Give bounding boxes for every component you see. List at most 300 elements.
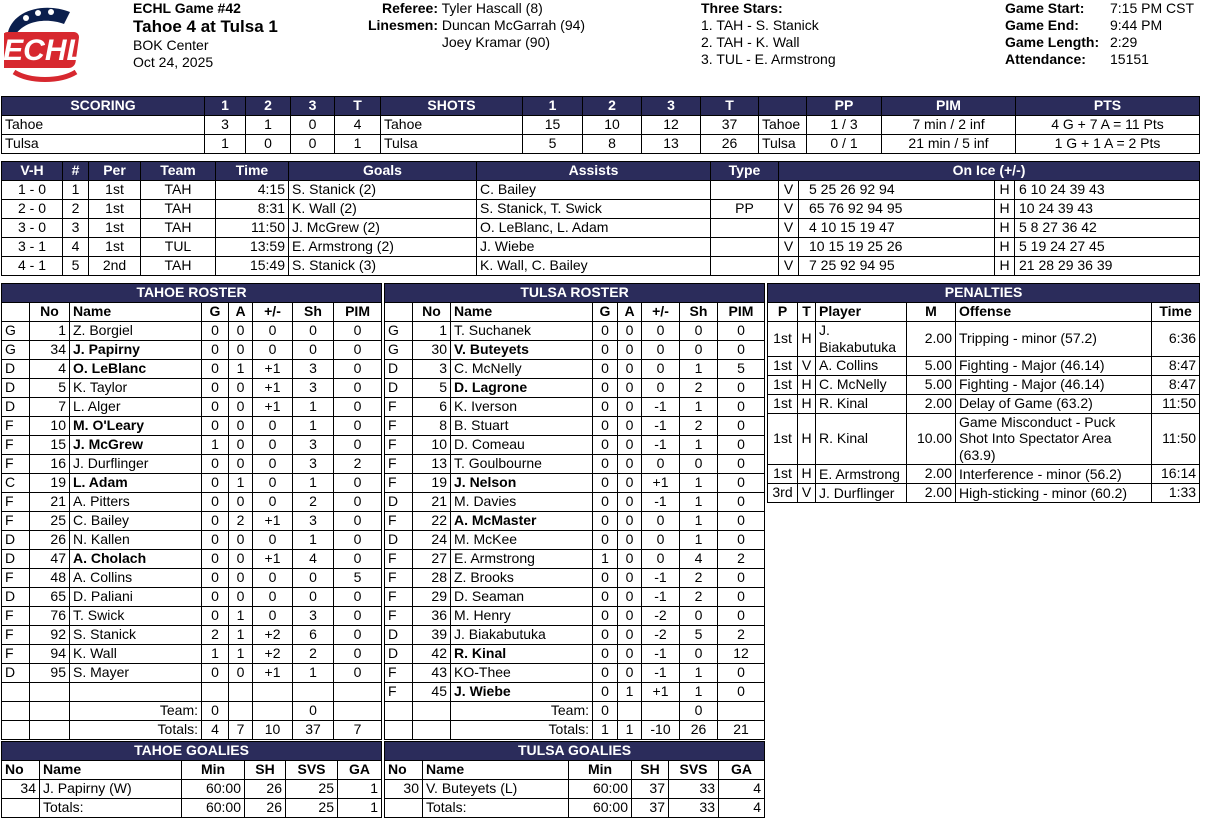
cell: 1 (205, 135, 246, 154)
start-time: 7:15 PM CST (1110, 0, 1195, 16)
player-position: F (385, 569, 413, 588)
penalty-minutes: 2.00 (907, 394, 956, 413)
goal-time: 15:49 (216, 257, 289, 276)
penalties-title: PENALTIES (768, 284, 1200, 303)
time-header: Time (216, 162, 289, 181)
player-position: F (385, 417, 413, 436)
roster-row (385, 588, 765, 607)
player-assists: 1 (229, 607, 253, 626)
scoring-header: SCORING (2, 97, 205, 116)
end-time: 9:44 PM (1110, 17, 1163, 33)
player-name: C. Bailey (70, 512, 202, 531)
player-plus-minus: -2 (642, 607, 680, 626)
player-pim: 0 (718, 588, 765, 607)
player-number: 13 (413, 455, 451, 474)
penalty-row (768, 483, 1200, 502)
visitor-marker: V (779, 200, 799, 219)
penalty-minutes: 2.00 (907, 483, 956, 502)
player-shots: 3 (293, 360, 334, 379)
penalty-offense: Fighting - Major (46.14) (956, 375, 1152, 394)
home-on-ice: 21 28 29 36 39 (1015, 257, 1200, 276)
player-shots: 3 (293, 379, 334, 398)
player-assists: 0 (229, 664, 253, 683)
team-name: Tulsa (381, 135, 523, 154)
tulsa-goalies-title: TULSA GOALIES (385, 742, 765, 761)
player-plus-minus: 0 (253, 607, 293, 626)
tahoe-roster-table (1, 283, 382, 740)
player-plus-minus: 0 (642, 341, 680, 360)
player-assists: 0 (229, 398, 253, 417)
penalty-time: 1:33 (1152, 483, 1200, 502)
star-2: 2. TAH - K. Wall (701, 34, 800, 50)
logo-text: ECHL (4, 34, 85, 67)
pos-header (2, 303, 30, 322)
player-plus-minus: -1 (642, 417, 680, 436)
home-on-ice: 5 19 24 27 45 (1015, 238, 1200, 257)
player-position: D (2, 588, 30, 607)
a-header: A (618, 303, 642, 322)
cell: 0 (291, 135, 335, 154)
time-header: Time (1152, 303, 1200, 322)
player-pim: 0 (334, 493, 382, 512)
penalty-period: 1st (768, 356, 798, 375)
player-plus-minus: +1 (642, 683, 680, 702)
totals-label: Totals: (423, 799, 569, 818)
penalty-row (768, 322, 1200, 357)
roster-row (2, 417, 382, 436)
team-g: 0 (593, 702, 618, 721)
team-name: Tahoe (759, 116, 807, 135)
player-shots: 1 (680, 531, 718, 550)
tahoe-goalies-title: TAHOE GOALIES (2, 742, 382, 761)
player-position: F (385, 512, 413, 531)
player-pim: 0 (334, 436, 382, 455)
player-goals: 0 (202, 512, 229, 531)
totals-a: 1 (618, 721, 642, 740)
player-name: K. Iverson (451, 398, 593, 417)
player-pim: 0 (718, 455, 765, 474)
goalie-row (385, 780, 765, 799)
shots-row-tulsa (381, 135, 759, 154)
player-assists: 0 (618, 569, 642, 588)
player-header: Player (816, 303, 907, 322)
player-pim: 0 (334, 645, 382, 664)
player-plus-minus: -1 (642, 664, 680, 683)
pim-header: PIM (334, 303, 382, 322)
player-goals: 0 (202, 588, 229, 607)
player-number (30, 683, 70, 702)
goalie-sh: 26 (245, 780, 286, 799)
visitor-on-ice: 65 76 92 94 95 (799, 200, 995, 219)
goalie-no: 34 (2, 780, 40, 799)
totals-ga: 4 (719, 799, 765, 818)
player-assists: 0 (618, 531, 642, 550)
player-number: 45 (413, 683, 451, 702)
player-plus-minus (253, 683, 293, 702)
cell: 26 (701, 135, 759, 154)
player-name: K. Wall (70, 645, 202, 664)
visitor-on-ice: 7 25 92 94 95 (799, 257, 995, 276)
goal-assists: C. Bailey (477, 181, 711, 200)
goal-time: 8:31 (216, 200, 289, 219)
player-goals: 0 (593, 645, 618, 664)
player-position: D (2, 664, 30, 683)
player-name: J. Biakabutuka (451, 626, 593, 645)
player-assists: 0 (229, 531, 253, 550)
type-header: Type (711, 162, 779, 181)
period-2-header: 2 (246, 97, 291, 116)
player-pim: 0 (718, 398, 765, 417)
player-position: F (385, 607, 413, 626)
team-name: Tahoe (381, 116, 523, 135)
tulsa-roster-table (384, 283, 765, 740)
player-plus-minus: 0 (642, 512, 680, 531)
goal-number: 5 (63, 257, 89, 276)
player-shots: 3 (293, 436, 334, 455)
player-name: M. Davies (451, 493, 593, 512)
name-header: Name (40, 761, 182, 780)
totals-sh: 37 (293, 721, 334, 740)
player-number: 10 (413, 436, 451, 455)
goal-score: 1 - 0 (2, 181, 63, 200)
goal-assists: S. Stanick, T. Swick (477, 200, 711, 219)
penalty-time: 11:50 (1152, 413, 1200, 464)
player-position: D (385, 626, 413, 645)
total-header: T (701, 97, 759, 116)
sh-header: Sh (293, 303, 334, 322)
period-2-header: 2 (583, 97, 642, 116)
roster-row (2, 512, 382, 531)
penalty-player: A. Collins (816, 356, 907, 375)
roster-row (385, 322, 765, 341)
penalty-team: H (798, 413, 816, 464)
penalty-row (768, 464, 1200, 483)
goal-scorer: J. McGrew (2) (289, 219, 477, 238)
player-plus-minus: +1 (253, 398, 293, 417)
penalty-minutes: 5.00 (907, 356, 956, 375)
player-assists: 0 (618, 398, 642, 417)
roster-row (2, 398, 382, 417)
player-assists: 0 (618, 664, 642, 683)
ga-header: GA (719, 761, 765, 780)
home-on-ice: 10 24 39 43 (1015, 200, 1200, 219)
goal-assists: J. Wiebe (477, 238, 711, 257)
player-position: G (2, 322, 30, 341)
goals-table (1, 161, 1200, 276)
roster-row (385, 645, 765, 664)
player-pim: 0 (718, 379, 765, 398)
player-shots (293, 683, 334, 702)
cell: 10 (583, 116, 642, 135)
visitor-marker: V (779, 257, 799, 276)
penalty-offense: Delay of Game (63.2) (956, 394, 1152, 413)
player-assists: 2 (229, 512, 253, 531)
echl-logo-icon (4, 2, 88, 86)
player-pim: 0 (334, 512, 382, 531)
player-goals: 0 (202, 379, 229, 398)
player-plus-minus: +1 (253, 550, 293, 569)
player-shots: 0 (293, 588, 334, 607)
team-header: T (798, 303, 816, 322)
roster-row (2, 645, 382, 664)
cell: 15 (523, 116, 583, 135)
totals-plus-minus: 10 (253, 721, 293, 740)
player-position: F (2, 455, 30, 474)
penalty-minutes: 5.00 (907, 375, 956, 394)
player-assists: 0 (229, 569, 253, 588)
player-shots: 2 (680, 417, 718, 436)
player-pim: 0 (334, 341, 382, 360)
visitor-marker: V (779, 181, 799, 200)
player-assists: 0 (229, 341, 253, 360)
player-shots: 1 (680, 436, 718, 455)
game-number: ECHL Game #42 (133, 0, 241, 16)
player-plus-minus: 0 (642, 322, 680, 341)
player-plus-minus: 0 (642, 379, 680, 398)
cell: 12 (642, 116, 701, 135)
player-name: D. Seaman (451, 588, 593, 607)
team-g: 0 (202, 702, 229, 721)
totals-pim: 7 (334, 721, 382, 740)
shots-row-tahoe (381, 116, 759, 135)
player-plus-minus: -1 (642, 493, 680, 512)
player-shots: 6 (293, 626, 334, 645)
penalty-row (768, 375, 1200, 394)
sh-header: SH (245, 761, 286, 780)
roster-row (2, 607, 382, 626)
player-shots: 1 (680, 474, 718, 493)
referee-label: Referee: (381, 0, 438, 16)
goal-type (711, 219, 779, 238)
cell: 5 (523, 135, 583, 154)
star-1: 1. TAH - S. Stanick (701, 17, 819, 33)
home-marker: H (995, 219, 1015, 238)
goalie-row (2, 780, 382, 799)
player-name: L. Adam (70, 474, 202, 493)
player-plus-minus: 0 (253, 569, 293, 588)
roster-row (385, 379, 765, 398)
player-position: F (2, 436, 30, 455)
echl-logo (4, 2, 88, 86)
attendance: 15151 (1110, 51, 1149, 67)
penalty-period: 1st (768, 375, 798, 394)
player-assists: 0 (618, 474, 642, 493)
pp-header: PP (807, 97, 882, 116)
goal-type: PP (711, 200, 779, 219)
roster-row (385, 512, 765, 531)
goal-scorer: S. Stanick (3) (289, 257, 477, 276)
goalie-ga: 1 (338, 780, 382, 799)
roster-row (385, 398, 765, 417)
goal-scorer: S. Stanick (2) (289, 181, 477, 200)
totals-svs: 25 (286, 799, 338, 818)
totals-label: Totals: (70, 721, 202, 740)
roster-row (2, 531, 382, 550)
star-3: 3. TUL - E. Armstrong (701, 51, 836, 67)
team-header: Team (141, 162, 216, 181)
goal-score: 3 - 1 (2, 238, 63, 257)
penalty-time: 8:47 (1152, 356, 1200, 375)
player-position (2, 683, 30, 702)
player-goals: 0 (593, 531, 618, 550)
player-number: 25 (30, 512, 70, 531)
player-number: 76 (30, 607, 70, 626)
goal-period: 1st (89, 219, 141, 238)
player-goals: 0 (593, 379, 618, 398)
penalty-team: V (798, 356, 816, 375)
cell: 1 / 3 (807, 116, 882, 135)
player-number: 48 (30, 569, 70, 588)
player-goals: 0 (593, 474, 618, 493)
goal-score: 2 - 0 (2, 200, 63, 219)
player-name: J. Durflinger (70, 455, 202, 474)
cell: 3 (205, 116, 246, 135)
player-assists: 0 (618, 493, 642, 512)
period-header: Per (89, 162, 141, 181)
player-number: 19 (413, 474, 451, 493)
player-assists: 0 (618, 607, 642, 626)
player-position: D (385, 531, 413, 550)
goal-type (711, 238, 779, 257)
player-shots: 2 (680, 588, 718, 607)
roster-row (385, 607, 765, 626)
player-pim: 0 (718, 569, 765, 588)
pim-header: PIM (882, 97, 1016, 116)
goals-header: Goals (289, 162, 477, 181)
no-header: No (385, 761, 423, 780)
player-name: J. Papirny (70, 341, 202, 360)
player-name: A. Pitters (70, 493, 202, 512)
player-number: 26 (30, 531, 70, 550)
player-goals: 0 (202, 455, 229, 474)
cell: 37 (701, 116, 759, 135)
goal-team: TAH (141, 219, 216, 238)
player-assists: 1 (618, 683, 642, 702)
linesmen-label: Linesmen: (367, 17, 438, 33)
player-position: D (385, 645, 413, 664)
player-position: D (2, 550, 30, 569)
player-pim: 0 (718, 341, 765, 360)
totals-sh: 26 (680, 721, 718, 740)
player-assists: 0 (618, 341, 642, 360)
player-pim: 0 (334, 664, 382, 683)
roster-row (385, 474, 765, 493)
goal-row (2, 238, 1200, 257)
player-number: 10 (30, 417, 70, 436)
goal-type (711, 181, 779, 200)
player-shots: 3 (293, 455, 334, 474)
goalie-totals-row (385, 799, 765, 818)
roster-row (385, 683, 765, 702)
penalty-minutes: 2.00 (907, 464, 956, 483)
player-number: 39 (413, 626, 451, 645)
start-label: Game Start: (1005, 0, 1085, 16)
player-number: 36 (413, 607, 451, 626)
game-date: Oct 24, 2025 (133, 54, 214, 70)
goal-period: 1st (89, 200, 141, 219)
player-assists: 1 (229, 360, 253, 379)
player-plus-minus: 0 (253, 493, 293, 512)
special-row-tahoe (759, 116, 1200, 135)
player-assists: 0 (229, 550, 253, 569)
roster-row (2, 379, 382, 398)
player-goals (202, 683, 229, 702)
player-goals: 2 (202, 626, 229, 645)
player-position: F (385, 436, 413, 455)
goal-scorer: K. Wall (2) (289, 200, 477, 219)
player-position: D (385, 360, 413, 379)
player-shots: 0 (680, 607, 718, 626)
player-goals: 0 (202, 569, 229, 588)
roster-row (385, 550, 765, 569)
player-name: D. Lagrone (451, 379, 593, 398)
player-pim: 5 (334, 569, 382, 588)
player-shots: 0 (680, 455, 718, 474)
cell: 1 G + 1 A = 2 Pts (1016, 135, 1200, 154)
tahoe-team-row (2, 702, 382, 721)
pos-header (385, 303, 413, 322)
totals-sh: 37 (632, 799, 669, 818)
visitor-marker: V (779, 238, 799, 257)
goal-team: TUL (141, 238, 216, 257)
vh-header: V-H (2, 162, 63, 181)
cell: 1 (246, 116, 291, 135)
goal-assists: K. Wall, C. Bailey (477, 257, 711, 276)
player-position: F (2, 645, 30, 664)
player-number: 5 (413, 379, 451, 398)
penalty-team: H (798, 375, 816, 394)
player-number: 27 (413, 550, 451, 569)
player-name: A. Collins (70, 569, 202, 588)
player-position: D (385, 493, 413, 512)
player-plus-minus: +1 (253, 379, 293, 398)
goal-team: TAH (141, 200, 216, 219)
player-pim: 0 (718, 607, 765, 626)
roster-row (2, 474, 382, 493)
goal-time: 4:15 (216, 181, 289, 200)
player-shots: 4 (293, 550, 334, 569)
player-plus-minus: +2 (253, 645, 293, 664)
player-pim: 0 (718, 683, 765, 702)
player-plus-minus: 0 (253, 531, 293, 550)
player-position: F (385, 588, 413, 607)
player-number: 28 (413, 569, 451, 588)
player-shots: 0 (680, 322, 718, 341)
roster-row (385, 493, 765, 512)
referee-name: Tyler Hascall (8) (441, 0, 543, 16)
team-label: Team: (70, 702, 202, 721)
player-position: F (385, 664, 413, 683)
penalty-offense: Tripping - minor (57.2) (956, 322, 1152, 357)
totals-g: 4 (202, 721, 229, 740)
player-goals: 0 (593, 417, 618, 436)
player-shots: 3 (293, 512, 334, 531)
player-goals: 0 (202, 417, 229, 436)
three-stars (701, 0, 836, 68)
three-stars-label: Three Stars: (701, 0, 783, 16)
player-shots: 4 (680, 550, 718, 569)
svs-header: SVS (286, 761, 338, 780)
home-on-ice: 6 10 24 39 43 (1015, 181, 1200, 200)
home-marker: H (995, 238, 1015, 257)
player-number: 16 (30, 455, 70, 474)
player-number: 95 (30, 664, 70, 683)
player-assists: 0 (229, 493, 253, 512)
player-position: F (385, 455, 413, 474)
player-plus-minus: +1 (253, 664, 293, 683)
player-goals: 0 (202, 607, 229, 626)
roster-row (2, 322, 382, 341)
